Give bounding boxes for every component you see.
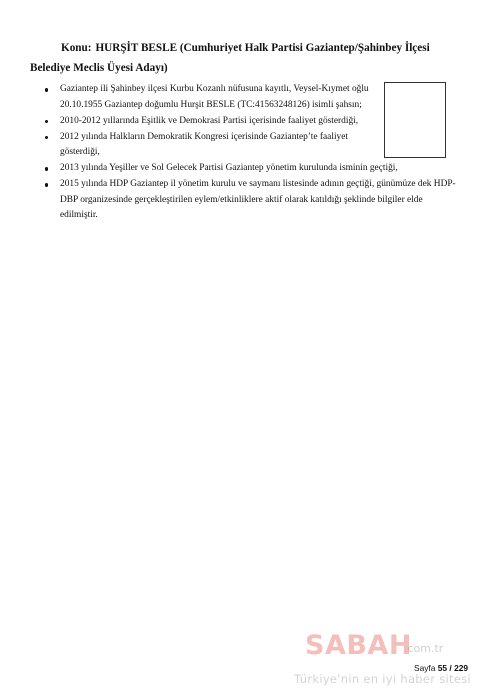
info-bullet-list <box>45 82 460 224</box>
list-item-text: 2015 yılında HDP Gaziantep il yönetim kurulu ve saymanı listesinde adının geçtiği, günümüze dek HDP-DBP organizesinde gerçekleştirilen eylem/etkinliklere aktif olarak katıldığı şeklinde bilgiler elde edilmiştir. <box>60 179 456 220</box>
list-item-text: 2010-2012 yıllarında Eşitlik ve Demokrasi Partisi içerisinde faaliyet gösterdiği, <box>60 115 359 126</box>
page-number-total: 229 <box>454 663 469 673</box>
bullet-icon <box>45 120 48 123</box>
page-number-prefix: Sayfa <box>414 663 436 673</box>
list-item <box>45 130 460 161</box>
watermark-domain: .com.tr <box>404 642 444 655</box>
bullet-icon <box>45 167 48 170</box>
list-item <box>45 161 460 177</box>
watermark-logo: SABAH <box>305 630 412 661</box>
page-number-current: 55 <box>437 663 448 673</box>
list-item <box>45 177 460 224</box>
bullet-icon <box>45 88 48 91</box>
bullet-icon <box>45 136 48 139</box>
subject-heading <box>30 38 460 78</box>
list-item-text: 2012 yılında Halkların Demokratik Kongresi içerisinde Gaziantep’te faaliyet gösterdiği, <box>60 131 349 157</box>
subject-label: Konu: <box>61 42 92 54</box>
bullet-icon <box>45 183 48 186</box>
list-item <box>45 114 460 130</box>
page-number-separator: / <box>449 663 452 673</box>
page-number <box>414 663 468 673</box>
list-item <box>45 82 460 113</box>
list-item-text: Gaziantep ili Şahinbey ilçesi Kurbu Kozanlı nüfusuna kayıtlı, Veysel-Kıymet oğlu 20.10.1955 Gaziantep doğumlu Hurşit BESLE (TC:41563248126) isimli şahsın; <box>60 84 369 110</box>
list-item-text: 2013 yılında Yeşiller ve Sol Gelecek Partisi Gaziantep yönetim kurulunda isminin geçtiği, <box>60 163 398 173</box>
subject-text: HURŞİT BESLE (Cumhuriyet Halk Partisi Gaziantep/Şahinbey İlçesi Belediye Meclis Üyesi Adayı) <box>30 42 430 74</box>
watermark-tagline: Türkiye'nin en iyi haber sitesi <box>294 672 472 686</box>
